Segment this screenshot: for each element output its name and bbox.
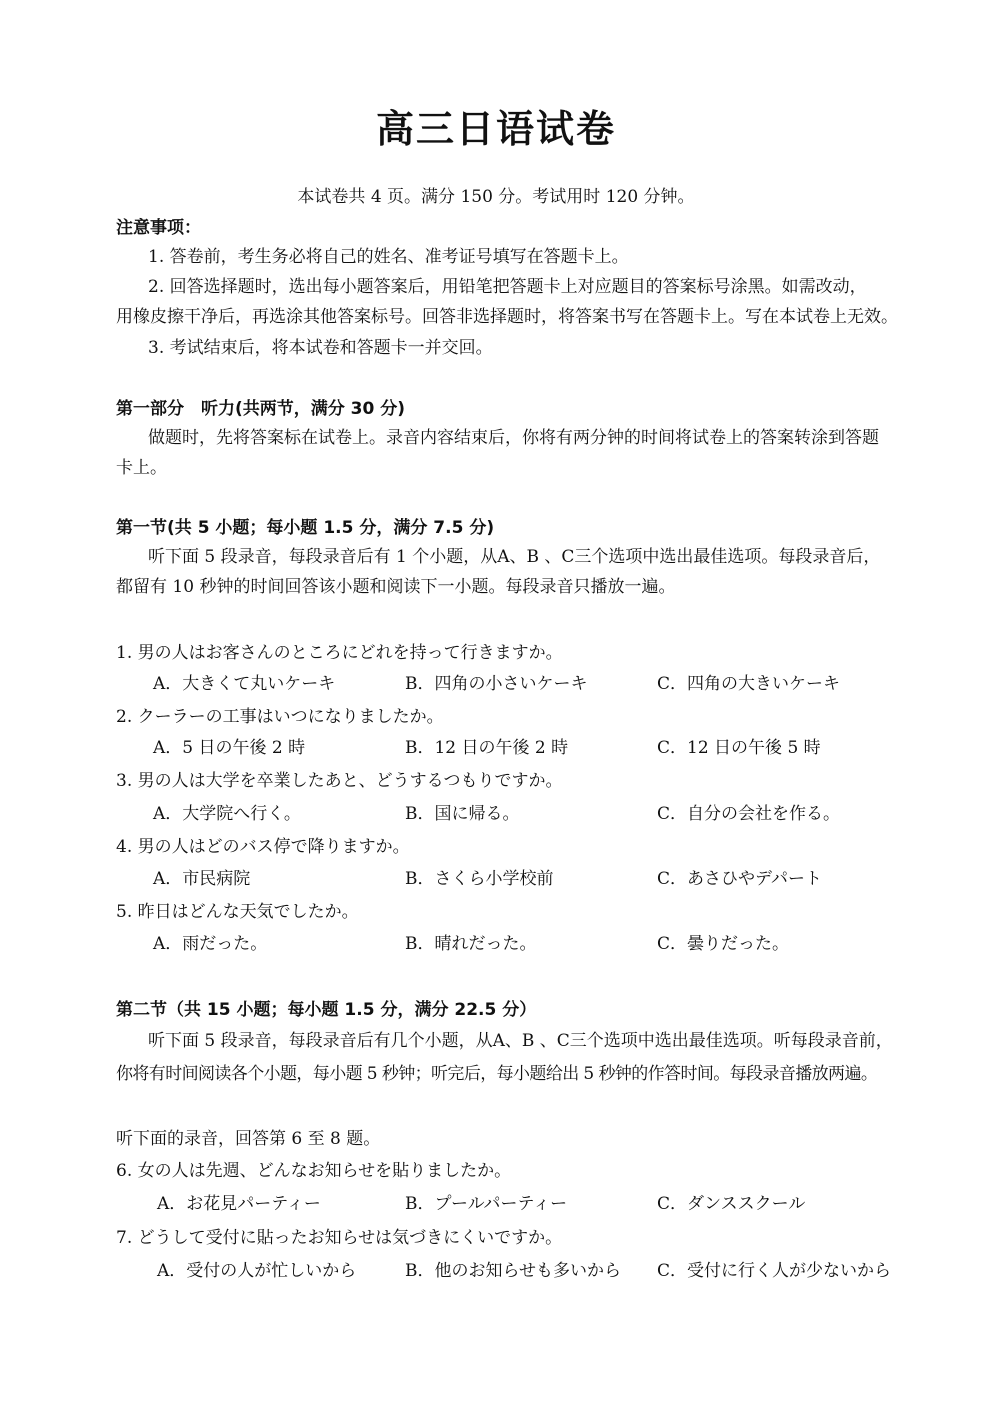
question-text: 1. 男の人はお客さんのところにどれを持って行きますか。 xyxy=(116,643,563,663)
option-c: C．あさひやデパート xyxy=(657,869,822,889)
option-a: A．5 日の午後 2 時 xyxy=(153,738,306,758)
section1-heading: 第一节(共 5 小题；每小题 1.5 分，满分 7.5 分) xyxy=(116,518,495,538)
section2-heading: 第二节（共 15 小题；每小题 1.5 分，满分 22.5 分） xyxy=(116,1000,537,1020)
option-a: A．お花見パーティー xyxy=(157,1194,321,1214)
exam-subtitle: 本试卷共 4 页。满分 150 分。考试用时 120 分钟。 xyxy=(297,187,695,207)
option-c: C．ダンススクール xyxy=(657,1194,806,1214)
question-text: 3. 男の人は大学を卒業したあと、どうするつもりですか。 xyxy=(116,771,563,791)
part1-intro: 卡上。 xyxy=(116,458,167,478)
option-b: B．晴れだった。 xyxy=(405,934,537,954)
option-b: B．12 日の午後 2 時 xyxy=(405,738,569,758)
group-label: 听下面的录音，回答第 6 至 8 题。 xyxy=(116,1129,381,1149)
option-b: B．さくら小学校前 xyxy=(405,869,554,889)
option-b: B．プールパーティー xyxy=(405,1194,568,1214)
option-a: A．雨だった。 xyxy=(153,934,268,954)
option-c: C．受付に行く人が少ないから xyxy=(657,1261,892,1281)
section1-intro: 听下面 5 段录音，每段录音后有 1 个小题，从A、B 、C三个选项中选出最佳选项。每段录音后， xyxy=(148,547,881,567)
notice-item: 3. 考试结束后，将本试卷和答题卡一并交回。 xyxy=(148,338,493,358)
section2-intro: 你将有时间阅读各个小题，每小题 5 秒钟；听完后，每小题给出 5 秒钟的作答时间。每段录音播放两遍。 xyxy=(116,1064,878,1084)
option-c: C．自分の会社を作る。 xyxy=(657,804,841,824)
question-text: 7. どうして受付に貼ったお知らせは気づきにくいですか。 xyxy=(116,1228,563,1248)
notice-heading: 注意事项： xyxy=(116,218,201,238)
notice-item: 1. 答卷前，考生务必将自己的姓名、准考证号填写在答题卡上。 xyxy=(148,247,629,267)
section2-intro: 听下面 5 段录音，每段录音后有几个小题，从A、B 、C三个选项中选出最佳选项。听每段录音前， xyxy=(148,1031,893,1051)
option-b: B．四角の小さいケーキ xyxy=(405,674,588,694)
question-text: 4. 男の人はどのバス停で降りますか。 xyxy=(116,837,410,857)
option-c: C．曇りだった。 xyxy=(657,934,790,954)
part1-heading: 第一部分 听力(共两节，满分 30 分) xyxy=(116,399,406,419)
option-c: C．四角の大きいケーキ xyxy=(657,674,841,694)
notice-item: 2. 回答选择题时，选出每小题答案后，用铅笔把答题卡上对应题目的答案标号涂黑。如需改动， xyxy=(148,277,867,297)
option-a: A．市民病院 xyxy=(153,869,251,889)
question-text: 2. クーラーの工事はいつになりましたか。 xyxy=(116,707,444,727)
section1-intro: 都留有 10 秒钟的时间回答该小题和阅读下一小题。每段录音只播放一遍。 xyxy=(116,577,676,597)
option-a: A．大学院へ行く。 xyxy=(153,804,301,824)
question-text: 6. 女の人は先週、どんなお知らせを貼りましたか。 xyxy=(116,1161,512,1181)
option-a: A．大きくて丸いケーキ xyxy=(153,674,336,694)
option-c: C．12 日の午後 5 時 xyxy=(657,738,821,758)
option-a: A．受付の人が忙しいから xyxy=(157,1261,357,1281)
option-b: B．国に帰る。 xyxy=(405,804,520,824)
question-text: 5. 昨日はどんな天気でしたか。 xyxy=(116,902,359,922)
exam-title: 高三日语试卷 xyxy=(375,107,616,151)
notice-item: 用橡皮擦干净后，再选涂其他答案标号。回答非选择题时，将答案书写在答题卡上。写在本试卷上无效。 xyxy=(116,307,898,327)
option-b: B．他のお知らせも多いから xyxy=(405,1261,621,1281)
part1-intro: 做题时，先将答案标在试卷上。录音内容结束后，你将有两分钟的时间将试卷上的答案转涂到答题 xyxy=(148,428,879,448)
